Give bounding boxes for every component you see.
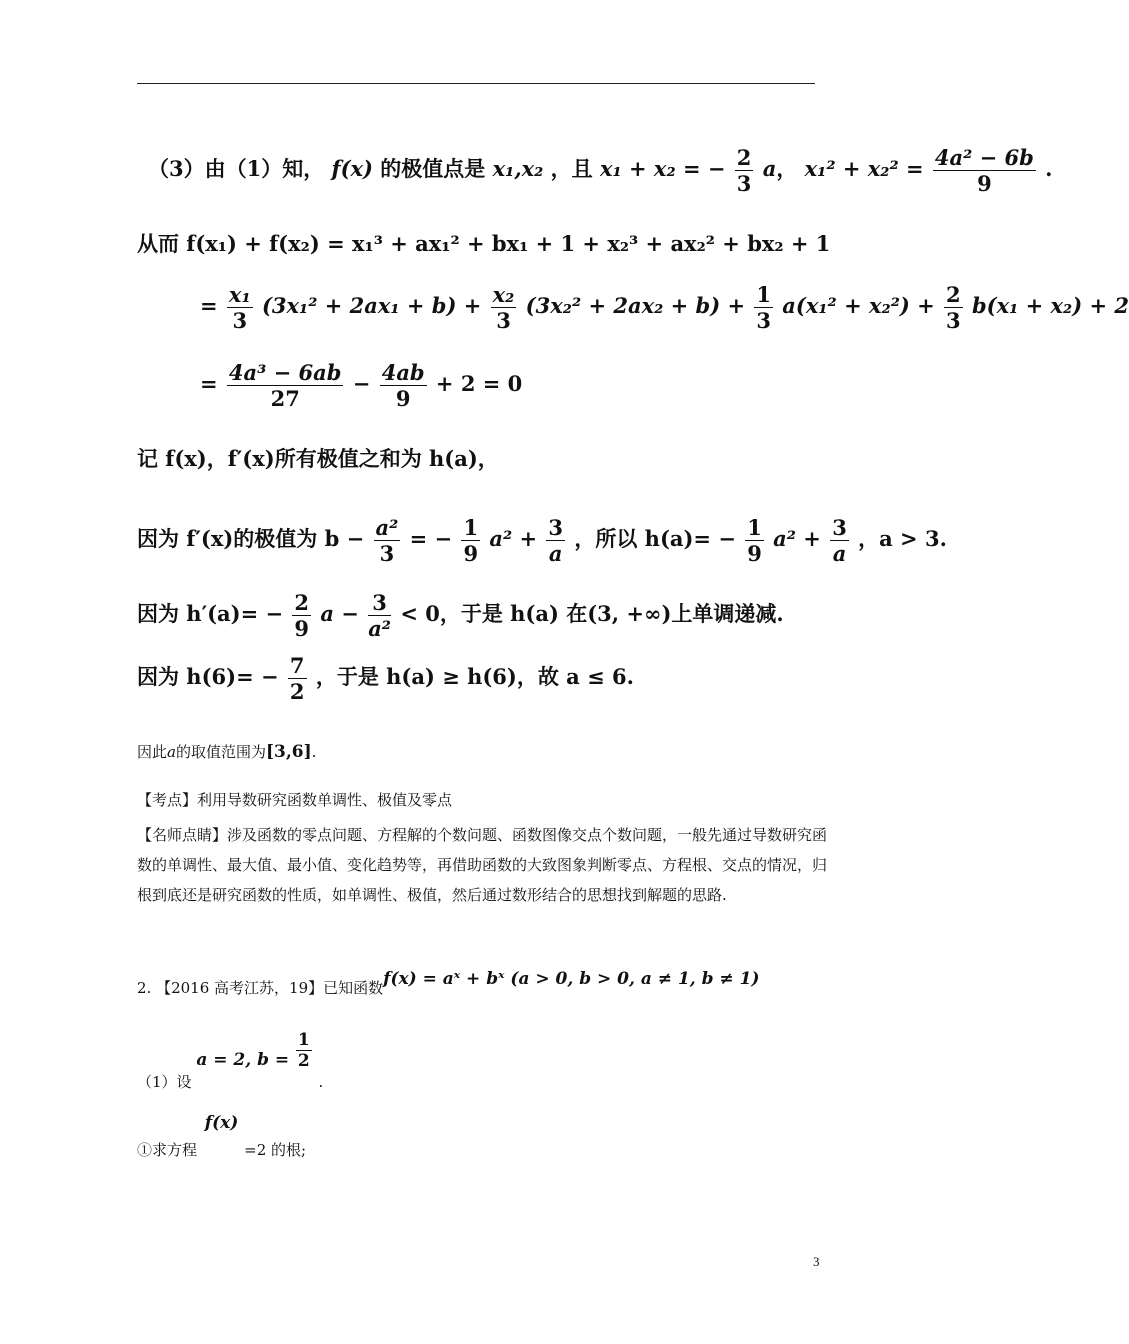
frac-den: 9 (294, 616, 310, 642)
q2-1-1 (137, 1113, 307, 1159)
q2-1-formula: a = 2, b = (196, 1049, 290, 1070)
term: b(x₁ + x₂) + 2 (971, 293, 1129, 319)
frac-den: 9 (747, 541, 762, 567)
step3-sum: x₁ + x₂ = − (599, 156, 726, 182)
term: (3x₁² + 2ax₁ + b) + (261, 293, 482, 319)
line7 (137, 590, 784, 641)
frac-den: 3 (379, 541, 395, 567)
line3 (200, 282, 1129, 333)
term: 因为 h(6)= − (137, 664, 279, 690)
q2-1 (137, 1030, 324, 1091)
frac-num: 2 (294, 590, 310, 615)
frac (292, 590, 311, 641)
frac (227, 360, 344, 411)
q2-1-1-label: ①求方程 (137, 1141, 198, 1159)
frac-num: a² (375, 515, 399, 540)
frac (368, 590, 391, 641)
frac-den: 9 (395, 386, 411, 412)
term: (3x₂² + 2ax₂ + b) + (525, 293, 746, 319)
frac-num: 7 (289, 653, 305, 678)
frac-den: 3 (946, 308, 961, 334)
frac-num: 4ab (381, 360, 425, 385)
frac (491, 282, 517, 333)
frac-den: 3 (232, 308, 248, 334)
period: . (1045, 156, 1053, 182)
frac-num: 2 (946, 282, 961, 307)
line5 (137, 448, 499, 469)
term: ，所以 h(a)= − (574, 526, 736, 552)
page-number: 3 (813, 1254, 820, 1269)
frac-den: 3 (736, 171, 752, 197)
frac (546, 515, 565, 566)
frac-den: 2 (297, 1051, 310, 1072)
frac-den: a (548, 541, 563, 567)
frac-den: 3 (756, 308, 771, 334)
term: 因为 h′(a)= − (137, 601, 284, 627)
kaodian (137, 793, 452, 808)
term: a² + (773, 526, 821, 552)
mingshi-text: 【名师点睛】涉及函数的零点问题、方程解的个数问题、函数图像交点个数问题，一般先通过导数研究函数的单调性、最大值、最小值、变化趋势等，再借助函数的大致图象判断零点、方程根、交点的情况，归根到底还是研究函数的性质，如单调性、极值，然后通过数形结合的思想找到解题的思路. (137, 826, 828, 904)
minus: − (352, 371, 371, 397)
line6 (137, 515, 947, 566)
frac (227, 282, 253, 333)
frac (374, 515, 401, 566)
q2-1-1-end: =2 的根; (244, 1141, 307, 1159)
mingshi-paragraph (137, 820, 827, 910)
step3-line (148, 145, 1052, 196)
term: < 0，于是 h(a) 在(3, +∞)上单调递减. (400, 601, 784, 627)
line8 (137, 653, 634, 704)
frac-num: 1 (756, 282, 771, 307)
frac (461, 515, 480, 566)
q2 (137, 969, 760, 997)
frac (380, 360, 427, 411)
line5-text: 记 f(x)，f′(x)所有极值之和为 h(a)， (137, 446, 499, 471)
period: . (318, 1072, 324, 1091)
step3-prefix: （3）由（1）知， (148, 156, 325, 182)
frac-den: a² (368, 616, 391, 642)
frac-num: x₁ (228, 282, 251, 307)
frac-num: 3 (832, 515, 847, 540)
header-rule (137, 83, 815, 84)
frac-2-3 (735, 145, 754, 196)
frac-num: 3 (368, 590, 391, 616)
frac-den: 2 (289, 679, 305, 705)
var-a: a (167, 743, 176, 761)
frac-num: x₂ (492, 282, 515, 307)
frac-den: 3 (496, 308, 511, 334)
frac (288, 653, 307, 704)
term: ，于是 h(a) ≥ h(6)，故 a ≤ 6. (315, 664, 634, 690)
period: . (311, 743, 317, 761)
step3-mid1: 的极值点是 (380, 156, 486, 182)
term: a(x₁² + x₂²) + (782, 293, 935, 319)
frac-den: a (832, 541, 847, 567)
range: [3,6] (265, 742, 312, 762)
line4 (200, 360, 522, 411)
var-a: a (762, 156, 777, 182)
frac-num: 4a² − 6b (934, 145, 1034, 170)
frac (830, 515, 849, 566)
term: ，a > 3. (858, 526, 947, 552)
frac (745, 515, 764, 566)
q2-formula: f(x) = aˣ + bˣ (a > 0, b > 0, a ≠ 1, b ≠ 1) (383, 969, 760, 989)
eq: = (200, 371, 218, 397)
frac-num: 4a³ − 6ab (228, 360, 342, 385)
frac-num: 1 (747, 515, 762, 540)
term: + 2 = 0 (435, 371, 523, 397)
eq: = (200, 293, 218, 319)
frac-den: 27 (270, 386, 300, 412)
kaodian-text: 【考点】利用导数研究函数单调性、极值及零点 (137, 791, 453, 809)
term: 因为 f′(x)的极值为 b − (137, 526, 365, 552)
term: a − (320, 601, 359, 627)
conclusion (137, 744, 316, 761)
term: a² + (489, 526, 538, 552)
frac-den: 9 (977, 171, 992, 197)
q2-1-1-formula: f(x) (204, 1113, 239, 1133)
frac (754, 282, 773, 333)
q2-1-label: （1）设 (137, 1072, 192, 1091)
frac-num: 1 (463, 515, 479, 540)
frac-1-2 (296, 1030, 312, 1072)
frac-den: 9 (463, 541, 479, 567)
comma: ， (776, 156, 798, 182)
step3-sq: x₁² + x₂² = (804, 156, 924, 182)
term: 因此 (137, 743, 168, 761)
step3-fx: f(x) (331, 156, 373, 182)
step3-x12: x₁,x₂ (492, 156, 544, 182)
line2 (137, 233, 830, 254)
frac (944, 282, 963, 333)
step3-mid2: ，且 (550, 156, 593, 182)
line2-text: 从而 f(x₁) + f(x₂) = x₁³ + ax₁² + bx₁ + 1 + x₂³ + ax₂² + bx₂ + 1 (137, 231, 831, 256)
frac-num: 2 (736, 145, 752, 170)
frac-num: 3 (548, 515, 564, 540)
frac-4a2-6b-9 (933, 145, 1036, 196)
term: 的取值范围为 (175, 743, 266, 761)
frac-num: 1 (297, 1030, 310, 1050)
q2-label: 2. 【2016 高考江苏，19】已知函数 (137, 979, 384, 997)
term: = − (409, 526, 453, 552)
